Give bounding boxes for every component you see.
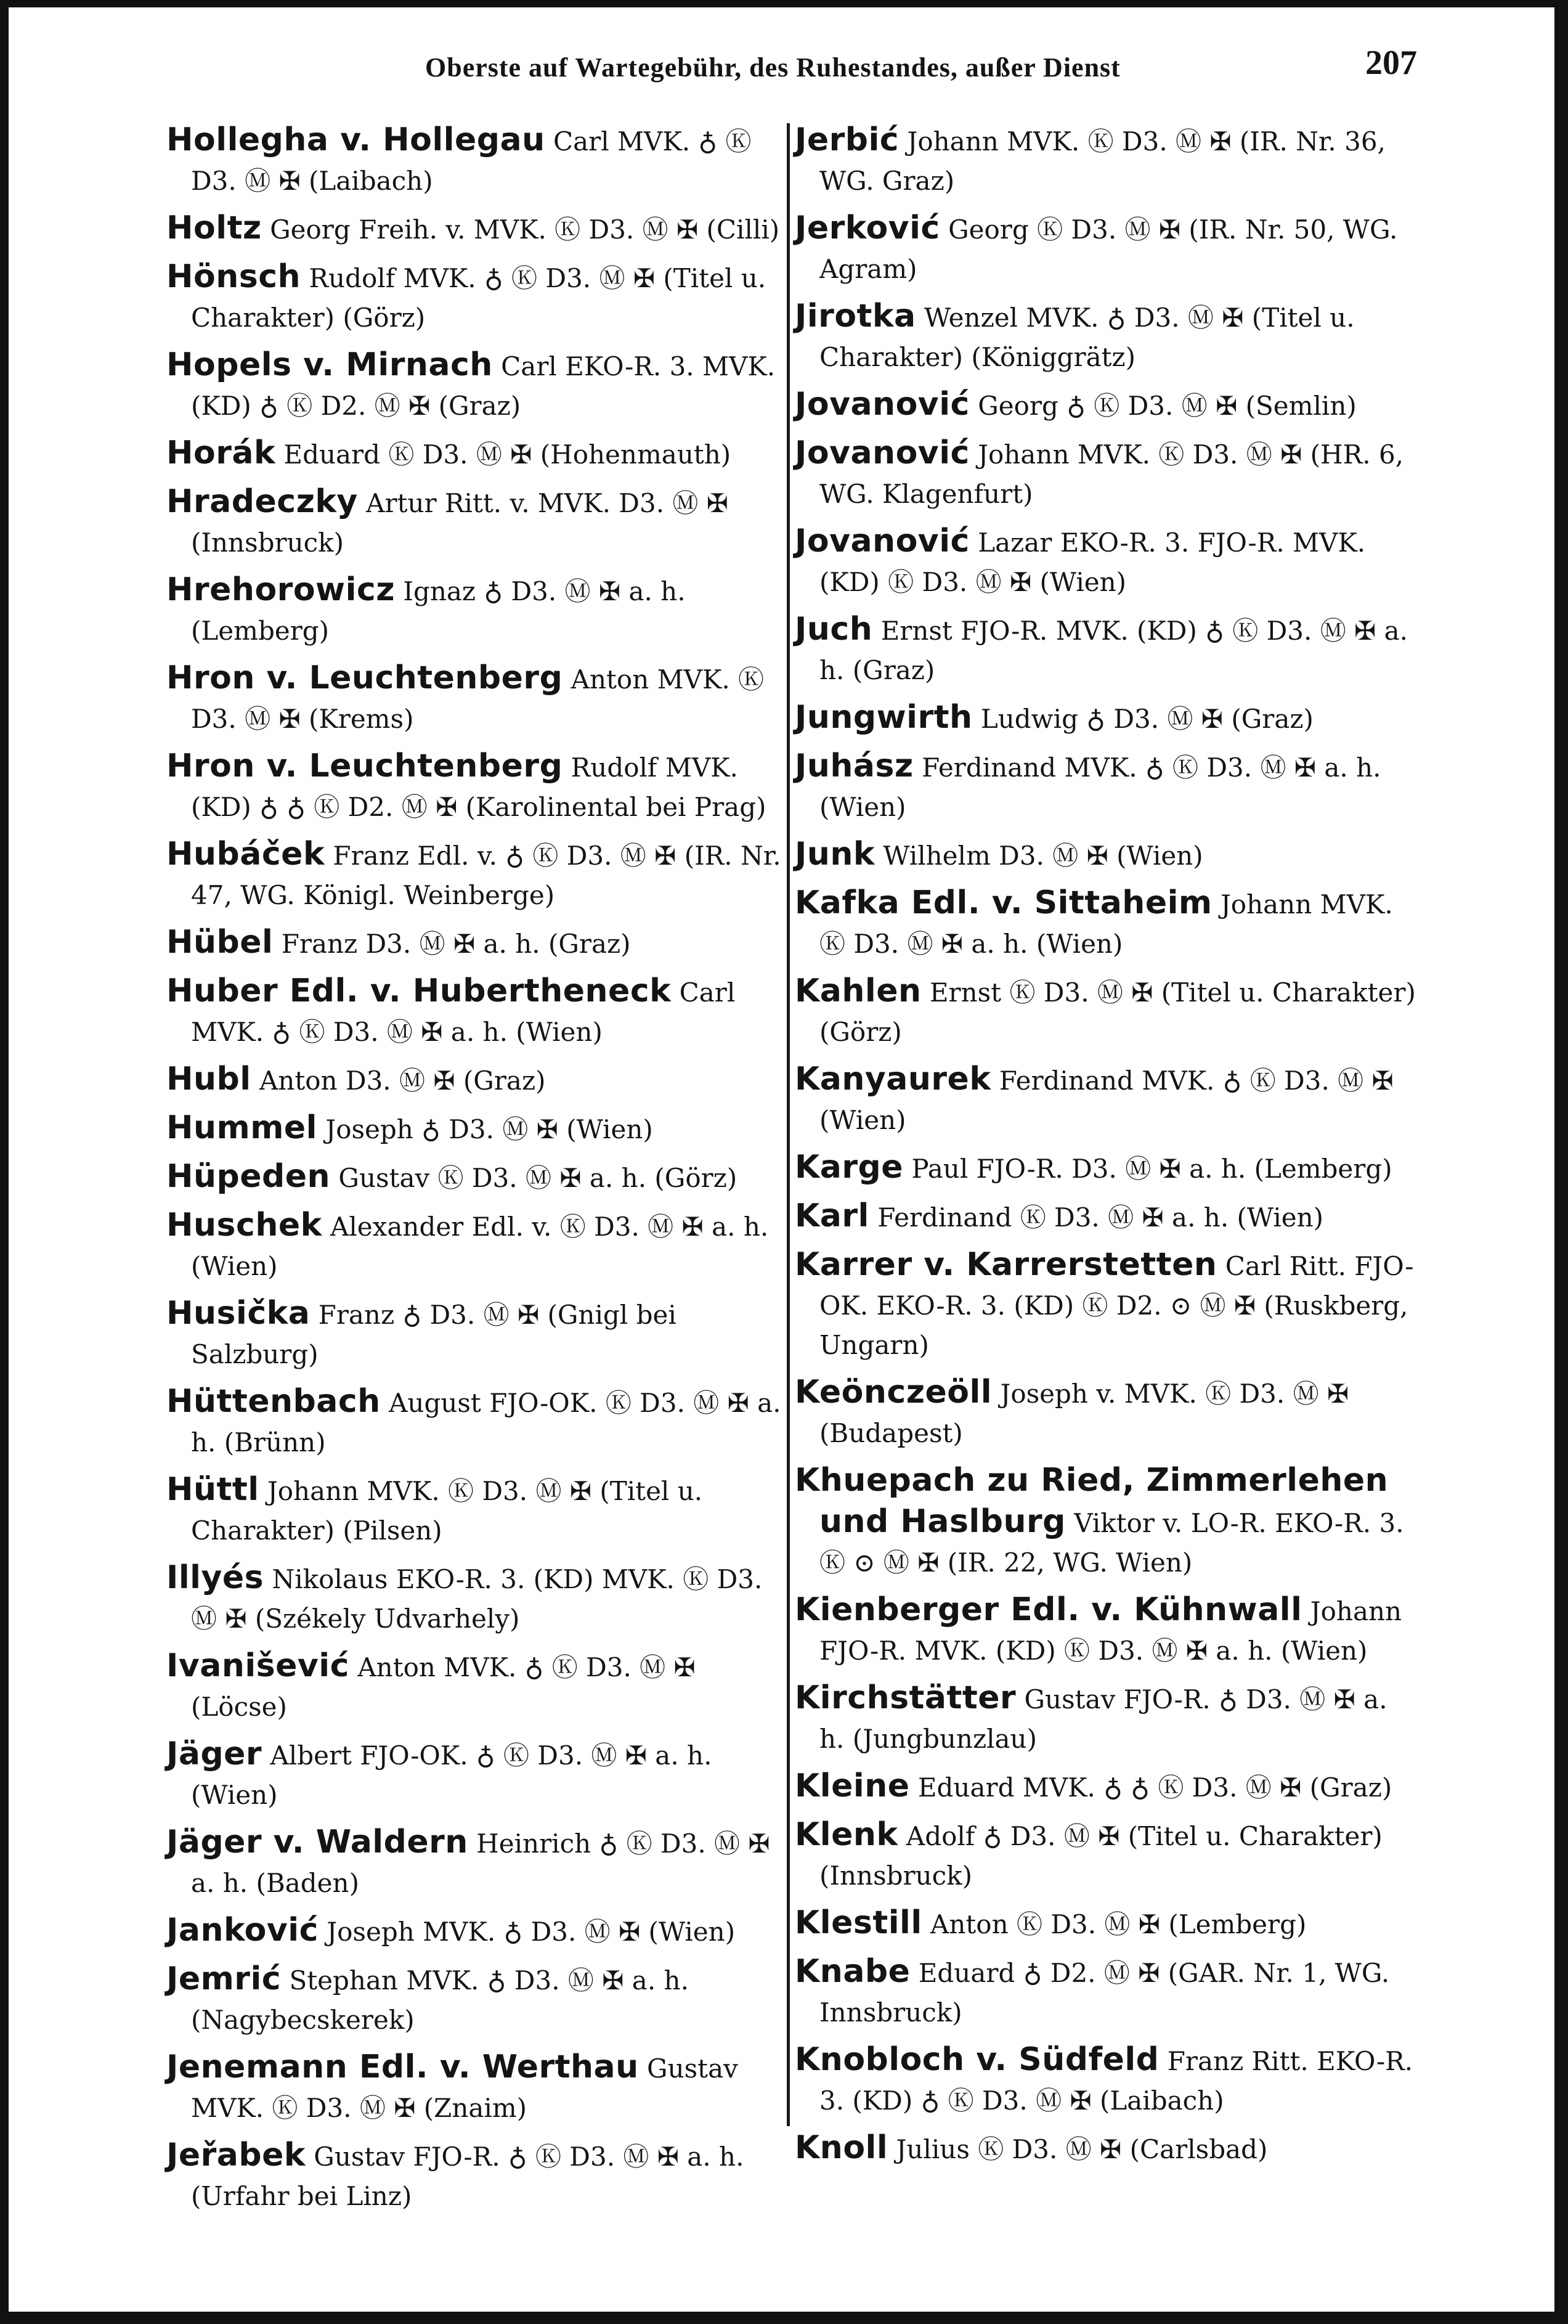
entry-details: Nikolaus EKO-R. 3. (KD) MVK. Ⓚ D3. Ⓜ ✠ (Székely Udvarhely): [191, 1564, 763, 1634]
entry-details: Adolf ♁ D3. Ⓜ ✠ (Titel u. Charakter) (Innsbruck): [819, 1821, 1383, 1891]
register-entry: [166, 570, 789, 651]
entry-surname: Hüttenbach: [166, 1383, 381, 1420]
entry-surname: Knobloch v. Südfeld: [795, 2041, 1160, 2078]
register-entry: [166, 834, 789, 915]
register-entry: [795, 2040, 1417, 2121]
entry-details: Wilhelm D3. Ⓜ ✠ (Wien): [883, 841, 1203, 871]
register-entry: [166, 1959, 789, 2040]
entry-details: Gustav FJO-R. ♁ D3. Ⓜ ✠ a. h. (Jungbunzlau): [819, 1684, 1387, 1754]
entry-details: Joseph MVK. ♁ D3. Ⓜ ✠ (Wien): [327, 1917, 736, 1947]
entry-details: Lazar EKO-R. 3. FJO-R. MVK. (KD) Ⓚ D3. Ⓜ ✠ (Wien): [819, 528, 1366, 597]
entry-details: Franz D3. Ⓜ ✠ a. h. (Graz): [281, 929, 631, 959]
page-number: 207: [1365, 44, 1417, 82]
entry-surname: Jenemann Edl. v. Werthau: [166, 2049, 639, 2085]
entry-details: Carl Ritt. FJO-OK. EKO-R. 3. (KD) Ⓚ D2. ⊙ Ⓜ ✠ (Ruskberg, Ungarn): [819, 1251, 1414, 1360]
register-entry: [166, 208, 789, 250]
scan-border-right: [1554, 0, 1568, 2324]
entry-details: Anton D3. Ⓜ ✠ (Graz): [259, 1066, 546, 1096]
register-entry: [795, 385, 1417, 426]
register-entry: [166, 1205, 789, 1286]
entry-details: Rudolf MVK. ♁ Ⓚ D3. Ⓜ ✠ (Titel u. Charakter) (Görz): [191, 263, 766, 333]
entry-details: Albert FJO-OK. ♁ Ⓚ D3. Ⓜ ✠ a. h. (Wien): [191, 1740, 712, 1810]
register-entry: [795, 1461, 1417, 1583]
register-entry: [795, 1372, 1417, 1453]
entry-surname: Ivanišević: [166, 1647, 349, 1684]
register-entry: [166, 345, 789, 426]
entry-details: Ignaz ♁ D3. Ⓜ ✠ a. h. (Lemberg): [191, 576, 686, 646]
register-entry: [166, 1822, 789, 1903]
entry-details: Georg Ⓚ D3. Ⓜ ✠ (IR. Nr. 50, WG. Agram): [819, 214, 1398, 284]
entry-details: Ludwig ♁ D3. Ⓜ ✠ (Graz): [980, 704, 1314, 734]
entry-details: Johann MVK. Ⓚ D3. Ⓜ ✠ (IR. Nr. 36, WG. Graz): [819, 126, 1386, 196]
entry-surname: Karge: [795, 1149, 904, 1186]
entry-surname: Juhász: [795, 748, 914, 785]
entry-surname: Horák: [166, 434, 276, 471]
entry-details: Eduard MVK. ♁ ♁ Ⓚ D3. Ⓜ ✠ (Graz): [917, 1772, 1392, 1803]
register-entry: [166, 1382, 789, 1462]
register-entry: [795, 433, 1417, 514]
entry-details: Paul FJO-R. D3. Ⓜ ✠ a. h. (Lemberg): [911, 1154, 1392, 1184]
entry-details: Ernst Ⓚ D3. Ⓜ ✠ (Titel u. Charakter) (Görz): [819, 977, 1416, 1047]
entry-details: Eduard ♁ D2. Ⓜ ✠ (GAR. Nr. 1, WG. Innsbruck): [819, 1958, 1390, 2028]
page-header: [154, 43, 1417, 99]
entry-surname: Kafka Edl. v. Sittaheim: [795, 884, 1213, 921]
entry-details: Gustav FJO-R. ♁ Ⓚ D3. Ⓜ ✠ a. h. (Urfahr bei Linz): [191, 2142, 744, 2211]
entry-details: Ernst FJO-R. MVK. (KD) ♁ Ⓚ D3. Ⓜ ✠ a. h. (Graz): [819, 616, 1408, 685]
entry-details: Carl EKO-R. 3. MVK. (KD) ♁ Ⓚ D2. Ⓜ ✠ (Graz): [191, 351, 776, 421]
register-entry: [795, 1196, 1417, 1237]
entry-details: Ferdinand Ⓚ D3. Ⓜ ✠ a. h. (Wien): [877, 1202, 1324, 1233]
entry-details: Joseph v. MVK. Ⓚ D3. Ⓜ ✠ (Budapest): [819, 1379, 1349, 1448]
entry-details: Gustav MVK. Ⓚ D3. Ⓜ ✠ (Znaim): [191, 2053, 738, 2123]
register-entry: [795, 610, 1417, 690]
entry-details: Johann MVK. Ⓚ D3. Ⓜ ✠ a. h. (Wien): [819, 889, 1393, 959]
entry-surname: Keönczeöll: [795, 1374, 993, 1411]
register-entry: [166, 1294, 789, 1374]
entry-details: Anton MVK. ♁ Ⓚ D3. Ⓜ ✠ (Löcse): [191, 1652, 696, 1722]
entry-details: Johann FJO-R. MVK. (KD) Ⓚ D3. Ⓜ ✠ a. h. (Wien): [819, 1596, 1402, 1666]
register-entry: [166, 1157, 789, 1198]
entry-surname: Hummel: [166, 1109, 317, 1146]
register-entry: [166, 433, 789, 475]
entry-details: Ferdinand MVK. ♁ Ⓚ D3. Ⓜ ✠ a. h. (Wien): [819, 752, 1381, 822]
entry-surname: Klestill: [795, 1904, 922, 1941]
entry-surname: Hönsch: [166, 258, 301, 295]
register-entry: [166, 2135, 789, 2216]
entry-details: Heinrich ♁ Ⓚ D3. Ⓜ ✠ a. h. (Baden): [191, 1829, 770, 1898]
entry-surname: Kleine: [795, 1767, 910, 1804]
register-entry: [166, 120, 789, 201]
entry-details: Viktor v. LO-R. EKO-R. 3. Ⓚ ⊙ Ⓜ ✠ (IR. 22, WG. Wien): [819, 1508, 1404, 1578]
register-entry: [795, 698, 1417, 739]
scan-border-left: [0, 0, 9, 2324]
entry-details: Anton Ⓚ D3. Ⓜ ✠ (Lemberg): [930, 1909, 1307, 1939]
left-column: [166, 120, 789, 2224]
entry-surname: Jäger: [166, 1735, 262, 1772]
entry-surname: Junk: [795, 836, 875, 873]
register-entry: [166, 971, 789, 1052]
register-entry: [795, 2128, 1417, 2169]
register-entry: [166, 257, 789, 338]
entry-surname: Kienberger Edl. v. Kühnwall: [795, 1591, 1302, 1628]
entry-surname: Hubl: [166, 1061, 251, 1098]
entry-surname: Illyés: [166, 1559, 264, 1596]
entry-surname: Hüttl: [166, 1471, 259, 1508]
entry-details: Joseph ♁ D3. Ⓜ ✠ (Wien): [325, 1114, 653, 1144]
register-entry: [166, 1108, 789, 1149]
entry-surname: Hrehorowicz: [166, 571, 395, 608]
entry-details: Carl MVK. ♁ Ⓚ D3. Ⓜ ✠ a. h. (Wien): [191, 977, 736, 1047]
entry-surname: Jemrić: [166, 1960, 282, 1997]
entry-surname: Jirotka: [795, 298, 916, 335]
register-entry: [166, 2047, 789, 2128]
scan-border-top: [0, 0, 1568, 7]
entry-surname: Karrer v. Karrerstetten: [795, 1246, 1217, 1283]
entry-details: Gustav Ⓚ D3. Ⓜ ✠ a. h. (Görz): [338, 1163, 737, 1193]
entry-details: Franz Ritt. EKO-R. 3. (KD) ♁ Ⓚ D3. Ⓜ ✠ (Laibach): [819, 2046, 1413, 2116]
register-entry: [166, 1910, 789, 1952]
entry-surname: Husička: [166, 1295, 311, 1332]
entry-surname: Kahlen: [795, 972, 922, 1009]
register-entry: [166, 923, 789, 964]
entry-details: Alexander Edl. v. Ⓚ D3. Ⓜ ✠ a. h. (Wien): [191, 1212, 769, 1281]
register-entry: [166, 658, 789, 739]
entry-surname: Hopels v. Mirnach: [166, 346, 493, 383]
register-entry: [795, 1903, 1417, 1944]
entry-surname: Hron v. Leuchtenberg: [166, 748, 563, 785]
entry-details: Johann MVK. Ⓚ D3. Ⓜ ✠ (HR. 6, WG. Klagenfurt): [819, 439, 1404, 509]
register-entry: [795, 1952, 1417, 2032]
entry-surname: Jovanović: [795, 523, 970, 560]
running-title: Oberste auf Wartegebühr, des Ruhestandes, außer Dienst: [425, 52, 1121, 83]
register-entry: [795, 1815, 1417, 1896]
register-entry: [795, 521, 1417, 602]
entry-surname: Klenk: [795, 1816, 898, 1853]
register-entry: [795, 1059, 1417, 1140]
register-entry: [795, 208, 1417, 289]
entry-details: Eduard Ⓚ D3. Ⓜ ✠ (Hohenmauth): [283, 439, 731, 470]
register-entry: [795, 1678, 1417, 1759]
register-entry: [795, 1590, 1417, 1671]
entry-surname: Khuepach zu Ried, Zimmerlehen und Haslburg: [795, 1462, 1389, 1540]
entry-surname: Holtz: [166, 210, 262, 247]
entry-surname: Knoll: [795, 2129, 888, 2166]
column-divider: [787, 123, 790, 2126]
register-entry: [166, 482, 789, 563]
entry-details: Georg Freih. v. MVK. Ⓚ D3. Ⓜ ✠ (Cilli): [270, 214, 780, 245]
register-entry: [795, 834, 1417, 876]
register-entry: [166, 1734, 789, 1815]
register-entry: [795, 883, 1417, 964]
entry-surname: Hüpeden: [166, 1158, 331, 1195]
entry-details: Ferdinand MVK. ♁ Ⓚ D3. Ⓜ ✠ (Wien): [819, 1066, 1394, 1135]
scan-border-bottom: [0, 2312, 1568, 2324]
entry-details: Johann MVK. Ⓚ D3. Ⓜ ✠ (Titel u. Charakter) (Pilsen): [191, 1476, 703, 1546]
register-entry: [795, 1766, 1417, 1808]
register-entry: [166, 746, 789, 827]
register-entry: [166, 1558, 789, 1639]
entry-surname: Karl: [795, 1197, 869, 1234]
entry-surname: Jovanović: [795, 434, 970, 471]
entry-details: Stephan MVK. ♁ D3. Ⓜ ✠ a. h. (Nagybecskerek): [191, 1965, 689, 2035]
entry-surname: Hron v. Leuchtenberg: [166, 659, 563, 696]
entry-details: Julius Ⓚ D3. Ⓜ ✠ (Carlsbad): [896, 2134, 1268, 2164]
entry-details: Franz Edl. v. ♁ Ⓚ D3. Ⓜ ✠ (IR. Nr. 47, WG. Königl. Weinberge): [191, 841, 781, 910]
entry-surname: Jovanović: [795, 386, 970, 423]
register-entry: [795, 746, 1417, 827]
register-entry: [795, 120, 1417, 201]
entry-details: Georg ♁ Ⓚ D3. Ⓜ ✠ (Semlin): [978, 391, 1357, 421]
entry-surname: Hubáček: [166, 836, 325, 873]
entry-surname: Jungwirth: [795, 699, 973, 736]
register-entry: [795, 971, 1417, 1052]
entry-details: Artur Ritt. v. MVK. D3. Ⓜ ✠ (Innsbruck): [191, 488, 728, 558]
entry-details: August FJO-OK. Ⓚ D3. Ⓜ ✠ a. h. (Brünn): [191, 1388, 781, 1458]
entry-surname: Hradeczky: [166, 483, 358, 520]
register-entry: [795, 1148, 1417, 1189]
register-entry: [166, 1059, 789, 1101]
entry-surname: Kanyaurek: [795, 1061, 991, 1098]
register-entry: [795, 1245, 1417, 1365]
entry-surname: Hübel: [166, 924, 274, 961]
right-column: [795, 120, 1417, 2177]
entry-details: Anton MVK. Ⓚ D3. Ⓜ ✠ (Krems): [191, 664, 765, 734]
entry-surname: Juch: [795, 611, 873, 648]
entry-surname: Huschek: [166, 1207, 322, 1244]
entry-surname: Hollegha v. Hollegau: [166, 121, 545, 158]
entry-surname: Jerbić: [795, 121, 900, 158]
entry-surname: Jäger v. Waldern: [166, 1824, 468, 1861]
entry-surname: Knabe: [795, 1953, 911, 1990]
register-entry: [795, 296, 1417, 377]
register-entry: [166, 1470, 789, 1551]
entry-surname: Jeřabek: [166, 2137, 306, 2174]
entry-details: Wenzel MVK. ♁ D3. Ⓜ ✠ (Titel u. Charakter) (Königgrätz): [819, 303, 1355, 372]
entry-surname: Janković: [166, 1912, 319, 1949]
entry-details: Carl MVK. ♁ Ⓚ D3. Ⓜ ✠ (Laibach): [191, 126, 752, 196]
register-entry: [166, 1646, 789, 1727]
entry-details: Franz ♁ D3. Ⓜ ✠ (Gnigl bei Salzburg): [191, 1300, 676, 1369]
entry-surname: Jerković: [795, 210, 940, 247]
entry-surname: Kirchstätter: [795, 1679, 1017, 1716]
entry-surname: Huber Edl. v. Hubertheneck: [166, 972, 672, 1009]
entry-details: Rudolf MVK. (KD) ♁ ♁ Ⓚ D2. Ⓜ ✠ (Karolinental bei Prag): [191, 752, 766, 822]
